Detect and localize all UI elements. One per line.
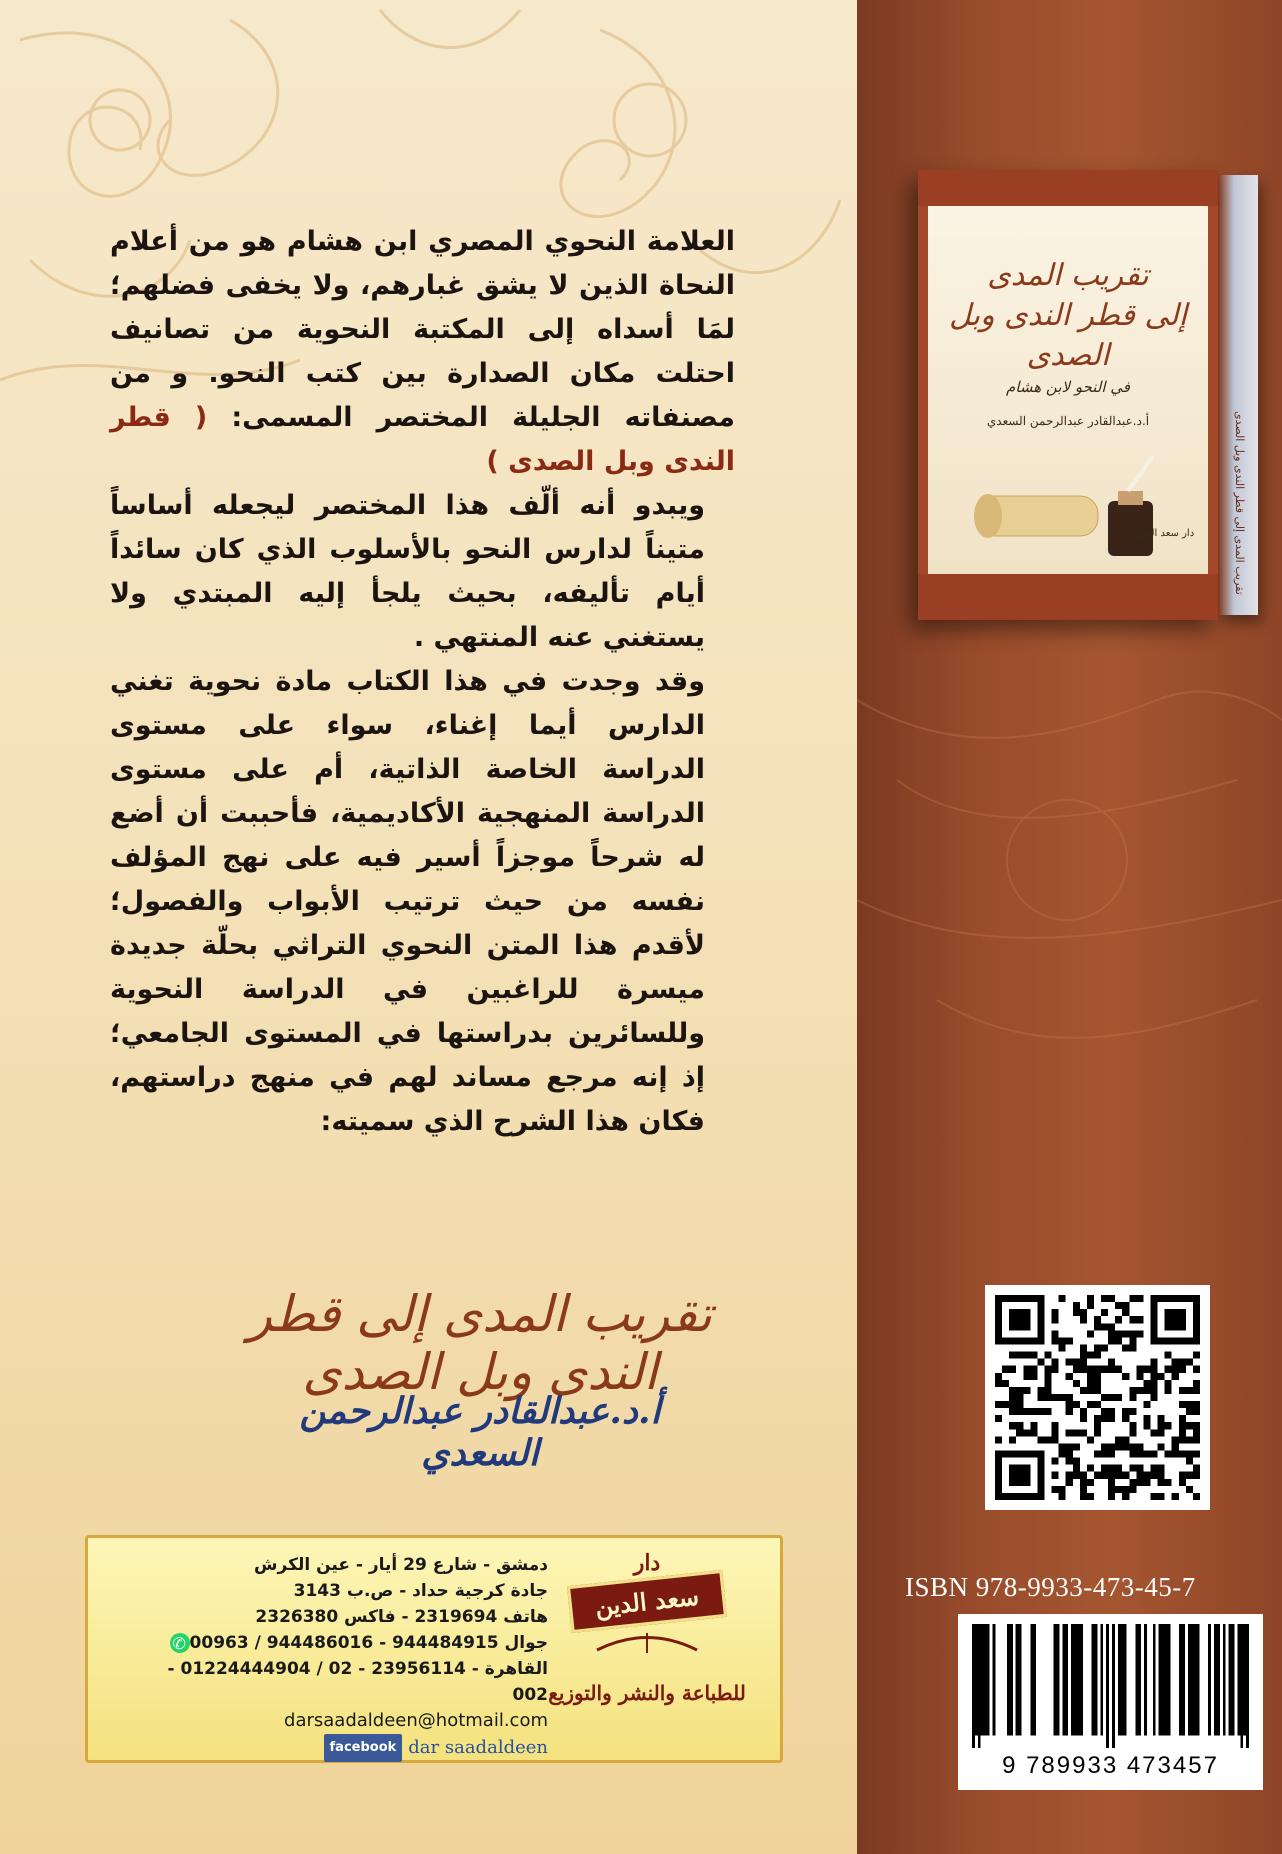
book-author: أ.د.عبدالقادر عبدالرحمن السعدي [986, 414, 1150, 428]
book-bottom-band [918, 574, 1218, 620]
facebook-row[interactable] [148, 1734, 548, 1762]
book-front-cover [928, 206, 1208, 574]
spine-title: تقريب المدى إلى قطر الندى وبل الصدى [1233, 411, 1246, 595]
facebook-page-name: dar saadaldeen [408, 1737, 548, 1758]
book-top-band [918, 170, 1218, 206]
author-signature: أ.د.عبدالقادر عبدالرحمن السعدي [299, 1390, 661, 1474]
blurb-text-1: العلامة النحوي المصري ابن هشام هو من أعلام النحاة الذين لا يشق غبارهم، ولا يخفى فضلهم؛ لمَا أسداه إلى المكتبة النحوية من تصانيف احتلت مكان الصدارة بين كتب النحو. و من مصنفاته الجليلة المختصر المسمى: [110, 226, 735, 433]
whatsapp-icon [170, 1633, 190, 1653]
qr-code[interactable] [985, 1285, 1210, 1510]
blurb-paragraph-1 [110, 220, 735, 484]
book-title-line-1: تقريب المدى [987, 258, 1149, 293]
publisher-info-box [85, 1535, 783, 1763]
blurb-paragraph-3: وقد وجدت في هذا الكتاب مادة نحوية تغني الدارس أيما إغناء، سواء على مستوى الدراسة الخاصة الذاتية، أم على مستوى الدراسة المنهجية الأكاديمية، فأحببت أن أضع له شرحاً موجزاً أسير فيه على نهج المؤلف نفسه من حيث ترتيب الأبواب والفصول؛ لأقدم هذا المتن النحوي التراثي بحلّة جديدة ميسرة للراغبين في الدراسة النحوية وللسائرين بدراستها في المستوى الجامعي؛ إذ إنه مرجع مساند لهم في منهج دراستهم، فكان هذا الشرح الذي سميته: [110, 666, 705, 1137]
book-subtitle: في النحو لابن هشام [1006, 378, 1130, 396]
calligraphy-title: تقريب المدى إلى قطر الندى وبل الصدى [247, 1285, 713, 1401]
book-title [938, 256, 1198, 398]
cairo-line: القاهرة - 23956114 - 02 / 01224444904 - 002 [167, 1659, 548, 1705]
book-mockup [918, 170, 1218, 620]
email-address[interactable]: darsaadaldeen@hotmail.com [284, 1710, 548, 1731]
logo-tagline: للطباعة والنشر والتوزيع [548, 1681, 746, 1705]
logo-name-badge: سعد الدين [567, 1570, 727, 1633]
logo-dar-text: دار [633, 1550, 661, 1576]
publisher-logo [542, 1550, 752, 1750]
back-cover-blurb [110, 220, 735, 1144]
book-spine [1218, 175, 1258, 615]
blurb-paragraph-2: ويبدو أنه ألّف هذا المختصر ليجعله أساساً متيناً لدارس النحو بالأسلوب الذي كان سائداً أيام تأليفه، بحيث يلجأ إليه المبتدي ولا يستغني عنه المنتهي . [110, 490, 705, 653]
book-publisher: دار سعد الدين [1135, 528, 1195, 539]
isbn-barcode [958, 1614, 1263, 1790]
isbn-number: ISBN 978-9933-473-45-7 [905, 1572, 1196, 1602]
publisher-contact [148, 1552, 548, 1762]
barcode-digits: 9 789933 473457 [1002, 1752, 1219, 1779]
inline-book-title: ( قطر الندى وبل الصدى ) [110, 402, 735, 477]
facebook-icon: facebook [324, 1734, 403, 1762]
barcode-bars [972, 1624, 1249, 1748]
phone-fax-line: هاتف 2319694 - فاكس 2326380 [255, 1607, 548, 1627]
book-title-line-2: إلى قطر الندى وبل الصدى [949, 298, 1187, 373]
address-line-1: دمشق - شارع 29 أيار - عين الكرش [254, 1555, 548, 1575]
address-line-2: جادة كرجية حداد - ص.ب 3143 [293, 1581, 548, 1601]
mobile-text: جوال 944484915 - 944486016 / 00963 [189, 1633, 548, 1653]
qr-code-pattern [995, 1295, 1200, 1500]
mobile-line [148, 1630, 548, 1656]
